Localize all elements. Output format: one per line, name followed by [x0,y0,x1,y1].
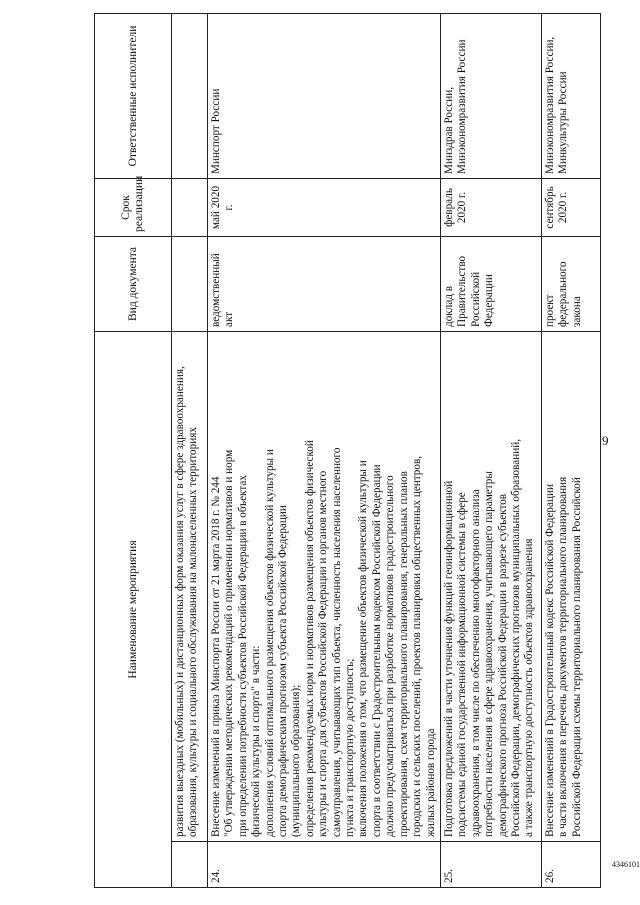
text-line: жилых районов города [424,728,437,837]
text-line: включения положения о том, что размещение объектов физической культуры и [357,460,370,837]
text-line: демографического прогноза Российской Федерации в разрезе субъектов [496,493,509,837]
row-doc-type: проект федерального закона [541,236,600,331]
text-line: подсистемы единой государственной информационной системы в сфере [456,492,469,837]
text-line: самоуправления, учитывающих тип объекта, численность населения населенного [330,447,343,837]
text-line: должно предусматриваться при разработке нормативов градостроительного [384,475,397,837]
table-header-row [95,13,172,887]
text-line: Российской Федерации, демографических прогнозов муниципальных образований, [509,439,522,837]
row-doc-type: ведомственный акт [208,236,441,331]
row-term: май 2020 г. [208,178,441,236]
row-description [440,331,541,841]
text-line: потребности населения в сфере здравоохранения, учитывающего параметры [483,471,496,837]
text-line: "Об утверждении методических рекомендаций о применении нормативов и норм [223,449,236,837]
rotated-table-area [94,14,601,888]
page-number: 9 [602,433,609,448]
action-plan-table [94,13,601,888]
header-doc-type: Вид документа [95,236,172,331]
text-line: проектирования, схем территориального планирования, генеральных планов [397,471,410,837]
text-line: здравоохранения, в том числе по обеспечению многофакторного анализа [469,489,482,837]
text-line: определения рекомендуемых норм и нормативов размещения объектов физической [303,440,316,837]
text-line: Внесение изменений в приказ Минспорта России от 21 марта 2018 г. № 244 [210,476,222,837]
header-term: Срок реализации [95,178,172,236]
row-number: 25. [440,842,541,888]
text-line: (муниципального образования); [290,684,303,837]
text-line: дополнения условий оптимального размещения объектов физической культуры и [263,449,276,837]
text-line: в части включения в перечень документов территориального планирования [557,476,570,837]
row-term: сентябрь 2020 г. [541,178,600,236]
row-responsible [172,13,208,178]
header-name: Наименование мероприятия [95,331,172,887]
document-code: 4346101 [612,860,640,869]
text-line: спорта в соответствии с Градостроительным кодексом Российской Федерации [370,464,383,837]
row-responsible: Минздрав России, Минэкономразвития России [440,13,541,178]
text-line: пункта и транспортную доступность; [344,658,357,837]
row-number: 24. [208,842,441,888]
table-row [208,13,441,887]
text-line: культуры и спорта для субъектов Российской Федерации и органов местного [317,470,330,837]
row-responsible: Минэкономразвития России, Минкультуры России [541,13,600,178]
row-description: развития выездных (мобильных) и дистанционных форм оказания услуг в сфере здравоохранения, образования, культуры и социального обслуживания на малонаселенных территориях [172,331,208,841]
text-line: Внесение изменений в Градостроительный кодекс Российской Федерации [543,484,556,837]
header-responsible: Ответственные исполнители [95,13,172,178]
rotated-table-container [94,14,601,888]
row-responsible: Минспорт России [208,13,441,178]
row-number-cell [172,842,208,888]
row-number: 26. [541,842,600,888]
row-doc-type: доклад в Правительство Российской Федерации [440,236,541,331]
table-row [541,13,600,887]
text-line: физической культуры и спорта" в части: [250,645,263,837]
row-term: февраль 2020 г. [440,178,541,236]
row-term [172,178,208,236]
text-line: при определении потребности субъектов Российской Федерации в объектах [236,475,249,837]
text-line: Подготовка предложений в части уточнения функций геоинформационной [442,480,455,837]
row-description [208,331,441,841]
text-line: Российской Федерации схемы территориального планирования Российской [570,477,583,837]
text-line: а также транспортную доступность объектов здравоохранения [523,538,536,837]
table-row [440,13,541,887]
row-description [541,331,600,841]
text-line: городских и сельских поселений, проектов планировки общественных центров, [411,455,424,837]
table-row-continuation [172,13,208,887]
row-doc-type [172,236,208,331]
text-line: спорта демографическим прогнозом субъекта Российской Федерации [277,505,290,837]
